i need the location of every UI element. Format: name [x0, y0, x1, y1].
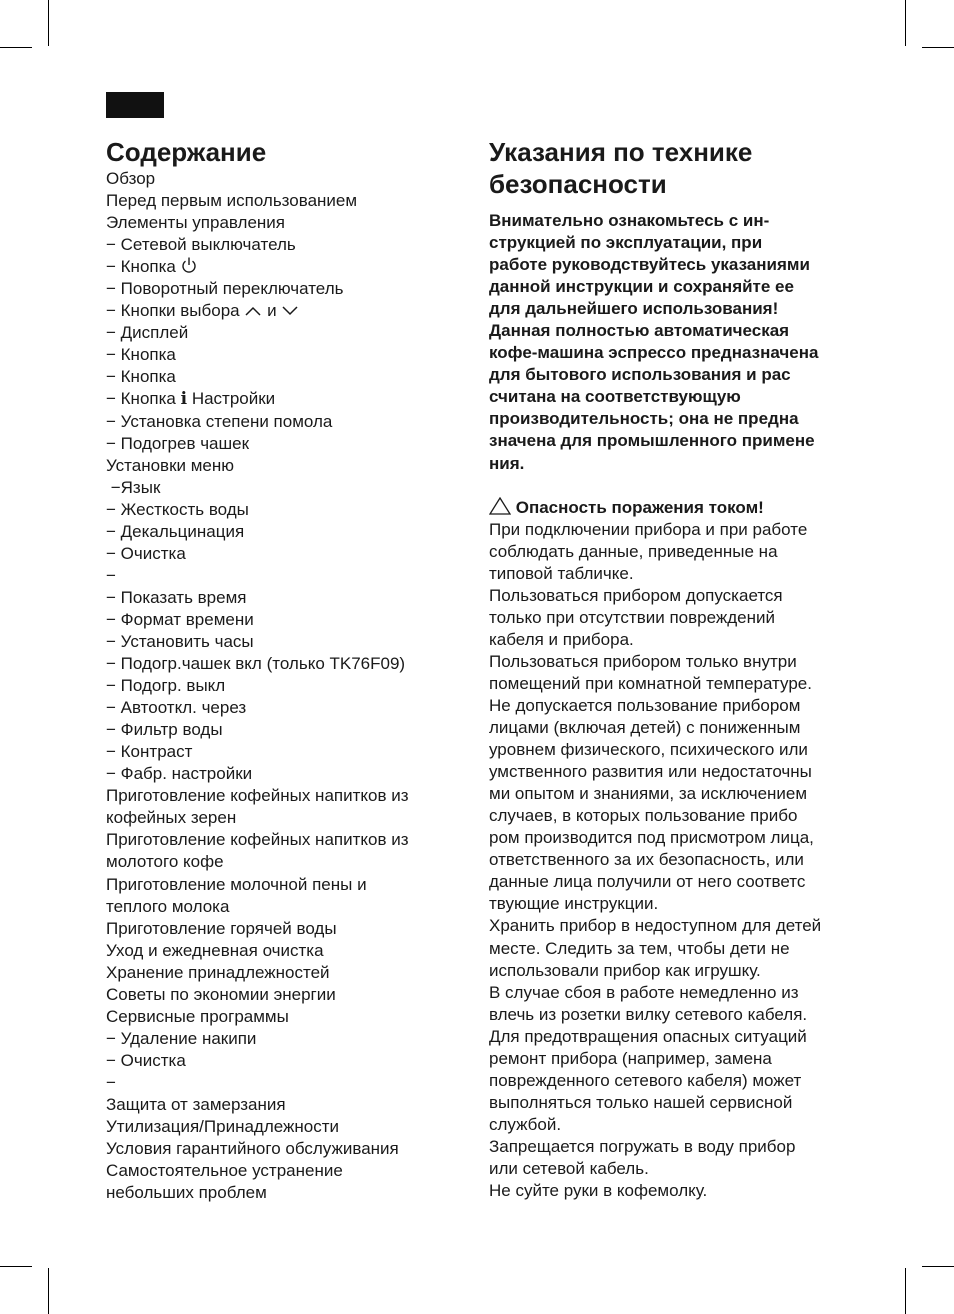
toc-item	[106, 499, 446, 521]
toc-item	[106, 1028, 446, 1050]
toc-item	[106, 300, 446, 322]
toc-item	[106, 1006, 446, 1028]
power-icon	[181, 256, 197, 274]
body-line: помещений при комнатной температуре.	[489, 673, 812, 693]
toc-item-label: небольших проблем	[106, 1183, 267, 1203]
toc-item	[106, 322, 446, 344]
toc-item-label: Утилизация/Принадлежности	[106, 1117, 340, 1137]
body-line: Не суйте руки в кофемолку.	[489, 1181, 708, 1201]
intro-line: считана на соответствующую	[489, 387, 741, 407]
intro-line: ния.	[489, 453, 525, 473]
toc-item-label: Жесткость воды	[120, 499, 249, 519]
intro-line: кофе-машина эспрессо предназначена	[489, 343, 819, 363]
toc-item	[106, 190, 446, 212]
toc-item-label: Кнопки выбора	[120, 301, 240, 321]
toc-item-suffix: Настройки	[191, 389, 276, 409]
body-line: данные лица получили от него соответс	[489, 872, 806, 892]
toc-item	[106, 1138, 446, 1160]
toc-item-label: Показать время	[120, 587, 247, 607]
toc-item-label: Очистка	[120, 543, 186, 563]
crop-mark	[0, 47, 32, 48]
toc-item-label: Элементы управления	[106, 213, 286, 233]
toc-item	[106, 653, 446, 675]
toc-item	[106, 212, 446, 234]
body-line: ми опытом и знаниями, за исключением	[489, 784, 808, 804]
body-line: только при отсутствии повреждений	[489, 607, 775, 627]
toc-item	[106, 168, 446, 190]
toc-item-label: Подогр.чашек вкл (только TK76F09)	[120, 654, 406, 674]
toc-item	[106, 455, 446, 477]
safety-title	[489, 136, 854, 200]
toc-item-label: Поворотный переключатель	[120, 279, 344, 299]
intro-line: производительность; она не предна	[489, 409, 799, 429]
toc-item-label: Перед первым использованием	[106, 191, 358, 211]
toc-item-label: Контраст	[120, 742, 193, 762]
toc-item	[106, 234, 446, 256]
toc-item-label: Приготовление горячей воды	[106, 918, 337, 938]
toc-item-label: Советы по экономии энергии	[106, 984, 336, 1004]
body-line: Запрещается погружать в воду прибор	[489, 1136, 796, 1156]
toc-item-label: Самостоятельное устранение	[106, 1161, 343, 1181]
intro-line: работе руководствуйтесь указаниями	[489, 255, 810, 275]
toc-item-joiner: и	[267, 301, 277, 321]
intro-line: для дальнейшего использования!	[489, 299, 779, 319]
toc-item	[106, 697, 446, 719]
toc-item	[106, 256, 446, 278]
toc-list	[106, 168, 446, 1204]
body-line: случаев, в которых пользование прибо	[489, 806, 798, 826]
toc-item	[106, 543, 446, 565]
body-line: поврежденного сетевого кабеля) может	[489, 1070, 802, 1090]
body-line: типовой табличке.	[489, 563, 634, 583]
chevron-up-icon	[244, 304, 262, 318]
toc-item-label: Уход и ежедневная очистка	[106, 940, 324, 960]
toc-item-label: Кнопка	[120, 257, 176, 277]
body-line: влечь из розетки вилку сетевого кабеля.	[489, 1004, 808, 1024]
toc-item	[106, 366, 446, 388]
toc-item	[106, 807, 446, 829]
intro-line: для бытового использования и рас	[489, 365, 791, 385]
toc-item	[106, 785, 446, 807]
toc-item	[106, 388, 446, 410]
body-line: ром производится под присмотром лица,	[489, 828, 814, 848]
chevron-down-icon	[281, 304, 299, 318]
toc-item-label: Подогр. выкл	[120, 676, 226, 696]
intro-line: значена для промышленного примене	[489, 431, 815, 451]
toc-item	[106, 1050, 446, 1072]
toc-item-label: Приготовление кофейных напитков из	[106, 786, 409, 806]
toc-item-label: Сервисные программы	[106, 1006, 289, 1026]
body-line: Хранить прибор в недоступном для детей	[489, 916, 822, 936]
toc-item-label: Обзор	[106, 169, 156, 188]
toc-item	[106, 719, 446, 741]
body-line: ответственного за их безопасность, или	[489, 850, 804, 870]
toc-item	[106, 675, 446, 697]
toc-item-label: Подогрев чашек	[120, 433, 250, 453]
toc-item-label: кофейных зерен	[106, 808, 237, 828]
body-line: ремонт прибора (например, замена	[489, 1048, 772, 1068]
toc-item-label: теплого молока	[106, 896, 230, 916]
crop-mark	[905, 0, 906, 46]
toc-item	[106, 1182, 446, 1204]
language-tab	[106, 92, 164, 118]
body-line: твующие инструкции.	[489, 894, 659, 914]
toc-item	[106, 874, 446, 896]
toc-item-label: Приготовление кофейных напитков из	[106, 830, 409, 850]
toc-title: Содержание	[106, 137, 267, 167]
toc-item	[106, 918, 446, 940]
toc-item-label: молотого кофе	[106, 852, 224, 872]
toc-item	[106, 940, 446, 962]
toc-item	[106, 1072, 446, 1094]
crop-mark	[922, 1266, 954, 1267]
toc-item-label: Защита от замерзания	[106, 1094, 286, 1114]
safety-section	[489, 136, 854, 1202]
body-line: кабеля и прибора.	[489, 629, 634, 649]
safety-title-line1: Указания по технике	[489, 137, 753, 167]
toc-item	[106, 741, 446, 763]
crop-mark	[48, 0, 49, 46]
toc-item-label: Условия гарантийного обслуживания	[106, 1139, 399, 1159]
toc-item	[106, 631, 446, 653]
toc-item	[106, 962, 446, 984]
toc-item-label: Хранение принадлежностей	[106, 962, 330, 982]
toc-item-label: Установить часы	[120, 631, 254, 651]
toc-item-label: Формат времени	[120, 609, 254, 629]
toc-item	[106, 829, 446, 851]
body-line: соблюдать данные, приведенные на	[489, 541, 778, 561]
toc-item	[106, 1094, 446, 1116]
toc-item-label: Фильтр воды	[120, 720, 223, 740]
toc-item-label: Установка степени помола	[120, 411, 333, 431]
toc-item	[106, 896, 446, 918]
body-line: лицами (включая детей) с пониженным	[489, 718, 801, 738]
toc-item-label: Автооткл. через	[120, 698, 247, 718]
toc-item-label: Приготовление молочной пены и	[106, 874, 367, 894]
toc-item-label: Фабр. настройки	[120, 764, 253, 784]
toc-item-label: Кнопка	[120, 389, 176, 409]
intro-line: Внимательно ознакомьтесь с ин-	[489, 211, 770, 230]
body-line: В случае сбоя в работе немедленно из	[489, 982, 799, 1002]
warning-triangle-icon	[489, 497, 511, 515]
body-line: Пользоваться прибором только внутри	[489, 651, 797, 671]
body-line: Для предотвращения опасных ситуаций	[489, 1026, 807, 1046]
crop-mark	[905, 1268, 906, 1314]
toc-item	[106, 433, 446, 455]
body-line: или сетевой кабель.	[489, 1158, 649, 1178]
toc-item	[106, 477, 446, 499]
crop-mark	[0, 1266, 32, 1267]
table-of-contents	[106, 136, 446, 1204]
toc-item-label: Кнопка	[120, 367, 176, 387]
toc-item	[106, 411, 446, 433]
toc-item	[106, 984, 446, 1006]
toc-item	[106, 763, 446, 785]
crop-mark	[48, 1268, 49, 1314]
toc-item	[106, 565, 446, 587]
safety-intro	[489, 210, 854, 475]
toc-item-label: Дисплей	[120, 323, 189, 343]
toc-item-label: Язык	[120, 477, 161, 497]
body-line: месте. Следить за тем, чтобы дети не	[489, 938, 790, 958]
intro-line: струкцией по эксплуатации, при	[489, 233, 763, 253]
body-line: использовали прибор как игрушку.	[489, 960, 761, 980]
toc-item-label: Сетевой выключатель	[120, 235, 296, 255]
body-line: уровнем физического, психического или	[489, 740, 808, 760]
toc-item-label: Очистка	[120, 1050, 186, 1070]
toc-item	[106, 521, 446, 543]
body-line: умственного развития или недостаточны	[489, 762, 812, 782]
toc-item-label: Удаление накипи	[120, 1028, 257, 1048]
info-icon: i	[180, 389, 188, 410]
body-line: При подключении прибора и при работе	[489, 519, 808, 539]
toc-item	[106, 609, 446, 631]
intro-line: данной инструкции и сохраняйте ее	[489, 277, 794, 297]
safety-title-line2: безопасности	[489, 169, 667, 199]
toc-item-label: Кнопка	[120, 345, 176, 365]
warning-heading-text: Опасность поражения током!	[515, 497, 764, 517]
toc-item-label: Декальцинация	[120, 521, 245, 541]
warning-heading	[489, 497, 854, 519]
body-line: службой.	[489, 1114, 562, 1134]
crop-mark	[922, 47, 954, 48]
body-line: Пользоваться прибором допускается	[489, 585, 783, 605]
intro-line: Данная полностью автоматическая	[489, 321, 790, 341]
toc-item	[106, 278, 446, 300]
toc-item-label: Установки меню	[106, 455, 235, 475]
body-line: выполняться только нашей сервисной	[489, 1092, 793, 1112]
toc-item	[106, 1160, 446, 1182]
safety-body	[489, 519, 854, 1202]
toc-item	[106, 851, 446, 873]
toc-item	[106, 1116, 446, 1138]
body-line: Не допускается пользование прибором	[489, 695, 801, 715]
toc-item	[106, 344, 446, 366]
toc-item	[106, 587, 446, 609]
